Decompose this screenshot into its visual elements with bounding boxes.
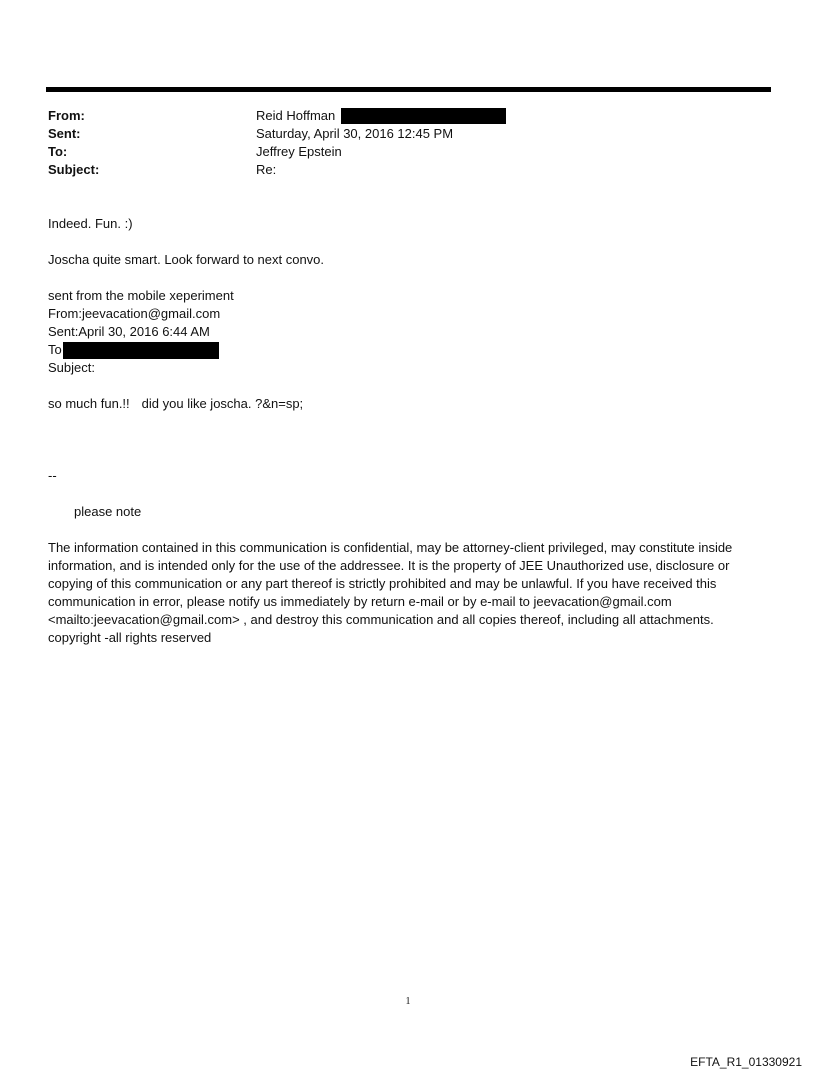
from-name: Reid Hoffman	[256, 108, 336, 123]
body-line: Indeed. Fun. :)	[48, 216, 133, 231]
from-label: From:	[48, 108, 85, 123]
page-number: 1	[405, 996, 411, 1007]
quoted-to	[48, 341, 760, 359]
separator: --	[48, 468, 57, 483]
message-part: did you like joscha. ?&n=sp;	[141, 396, 304, 411]
to-label: To:	[48, 144, 68, 159]
sent-row	[48, 125, 506, 143]
redaction-box	[341, 108, 506, 124]
subject-label: Subject:	[48, 162, 100, 177]
please-note: please note	[74, 504, 142, 519]
email-body	[48, 215, 760, 647]
quoted-from: From:jeevacation@gmail.com	[48, 306, 221, 321]
redaction-box	[63, 342, 219, 359]
quoted-subject: Subject:	[48, 360, 95, 375]
body-line: Joscha quite smart. Look forward to next convo.	[48, 252, 325, 267]
sent-label: Sent:	[48, 126, 81, 141]
message-part: so much fun.!!	[48, 396, 130, 411]
from-value	[256, 107, 506, 125]
header-rule	[46, 87, 771, 92]
subject-value: Re:	[256, 162, 277, 177]
from-row	[48, 107, 506, 125]
signature: sent from the mobile xeperiment	[48, 288, 234, 303]
quoted-to-label: To	[48, 342, 62, 357]
subject-row	[48, 161, 506, 179]
quoted-sent: Sent:April 30, 2016 6:44 AM	[48, 324, 210, 339]
quoted-message	[48, 395, 760, 413]
email-header	[48, 107, 506, 179]
to-row	[48, 143, 506, 161]
document-id: EFTA_R1_01330921	[690, 1055, 802, 1069]
sent-value: Saturday, April 30, 2016 12:45 PM	[256, 126, 454, 141]
to-value: Jeffrey Epstein	[256, 144, 342, 159]
disclaimer: The information contained in this communication is confidential, may be attorney-client privileged, may constitute inside information, and is intended only for the use of the addressee. It is the property of JEE Unauthorized use, disclosure or copying of this communication or any part thereof is strictly prohibited and may be unlawful. If you have received this communication in error, please notify us immediately by return e-mail or by e-mail to jeevacation@gmail.com <mailto:jeevacation@gmail.com> , and destroy this communication and all copies thereof, including all attachments. copyright -all rights reserved	[48, 540, 733, 645]
